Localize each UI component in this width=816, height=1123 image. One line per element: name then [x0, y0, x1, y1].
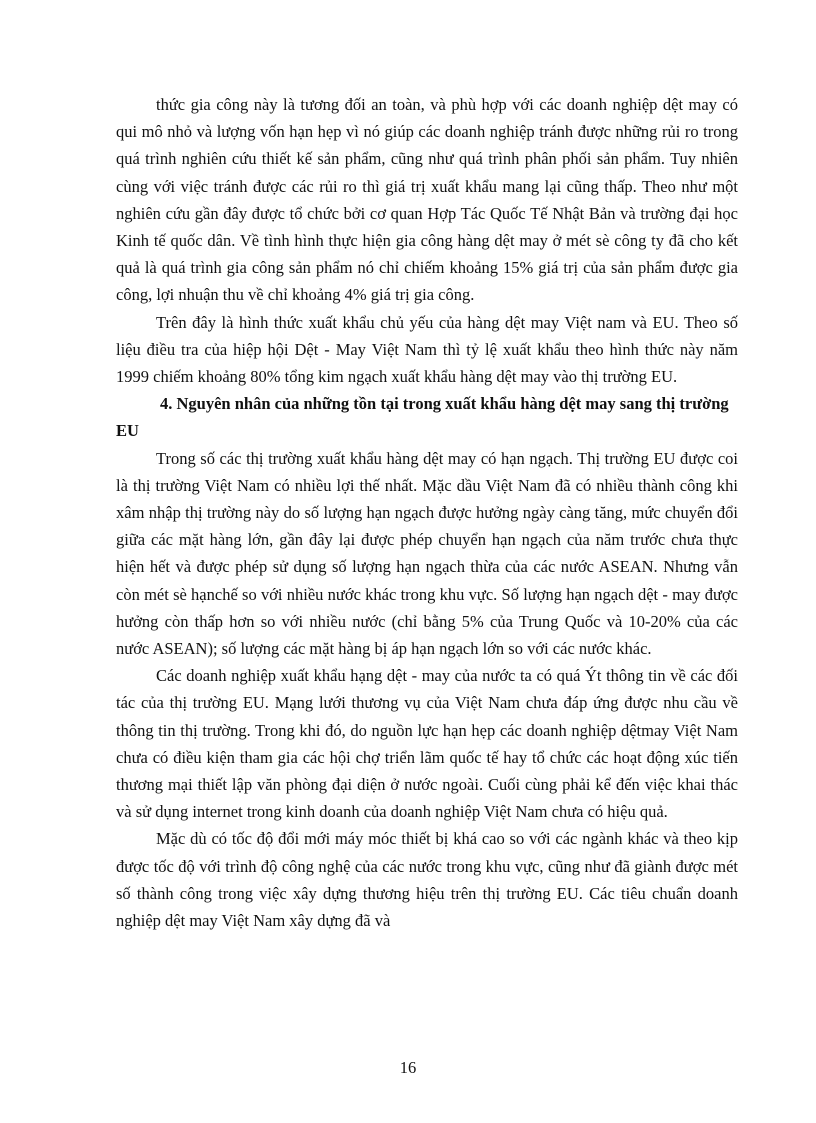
paragraph-4: Các doanh nghiệp xuất khẩu hạng dệt - may của nước ta có quá Ýt thông tin về các đối tác của thị trường EU. Mạng lưới thương vụ của Việt Nam chưa đáp ứng được nhu cầu về thông tin thị trường. Trong khi đó, do nguồn lực hạn hẹp các doanh nghiệp dệtmay Việt Nam chưa có điều kiện tham gia các hội chợ triển lãm quốc tế hay tổ chức các hoạt động xúc tiến thương mại thiết lập văn phòng đại diện ở nước ngoài. Cuối cùng phải kể đến việc khai thác và sử dụng internet trong kinh doanh của doanh nghiệp Việt Nam chưa có hiệu quả. — [116, 666, 738, 822]
document-page — [116, 91, 738, 934]
page-number: 16 — [399, 1058, 417, 1077]
section-heading: 4. Nguyên nhân của những tồn tại trong xuất khẩu hàng dệt may sang thị trường EU — [116, 394, 729, 441]
paragraph-3: Trong số các thị trường xuất khẩu hàng dệt may có hạn ngạch. Thị trường EU được coi là thị trường Việt Nam có nhiều lợi thế nhất. Mặc dầu Việt Nam đã có nhiều thành công khi xâm nhập thị trường này do số lượng hạn ngạch được hưởng ngày càng tăng, mức chuyển đổi giữa các mặt hàng lớn, gần đây lại được phép chuyển hạn ngạch của năm trước chưa thực hiện hết và được phép sử dụng số lượng hạn ngạch thừa của các nước ASEAN. Nhưng vẫn còn mét sè hạnchế so với nhiều nước khác trong khu vực. Số lượng hạn ngạch dệt - may được hưởng còn thấp hơn so với nhiều nước (chỉ bằng 5% của Trung Quốc và 10-20% của các nước ASEAN); số lượng các mặt hàng bị áp hạn ngạch lớn so với các nước khác. — [116, 448, 738, 659]
paragraph-2: Trên đây là hình thức xuất khẩu chủ yếu của hàng dệt may Việt nam và EU. Theo số liệu điều tra của hiệp hội Dệt - May Việt Nam thì tỷ lệ xuất khẩu theo hình thức này năm 1999 chiếm khoảng 80% tổng kim ngạch xuất khẩu hàng dệt may vào thị trường EU. — [116, 312, 738, 387]
paragraph-1: thức gia công này là tương đối an toàn, và phù hợp với các doanh nghiệp dệt may có qui mô nhỏ và lượng vốn hạn hẹp vì nó giúp các doanh nghiệp tránh được những rủi ro trong quá trình nghiên cứu thiết kế sản phẩm, cũng như quá trình phân phối sản phẩm. Tuy nhiên cùng với việc tránh được các rủi ro thì giá trị xuất khẩu mang lại cũng thấp. Theo như một nghiên cứu gần đây được tổ chức bởi cơ quan Hợp Tác Quốc Tế Nhật Bản và trường đại học Kinh tế quốc dân. Về tình hình thực hiện gia công hàng dệt may ở mét sè công ty đã cho kết quả là quá trình gia công sản phẩm nó chỉ chiếm khoảng 15% giá trị của sản phẩm được gia công, lợi nhuận thu về chỉ khoảng 4% giá trị gia công. — [116, 95, 738, 305]
paragraph-5: Mặc dù có tốc độ đổi mới máy móc thiết bị khá cao so với các ngành khác và theo kịp được tốc độ với trình độ công nghệ của các nước trong khu vực, cũng như đã giành được mét số thành công trong việc xây dựng thương hiệu trên thị trường EU. Các tiêu chuẩn doanh nghiệp dệt may Việt Nam xây dựng đã và — [116, 829, 738, 931]
